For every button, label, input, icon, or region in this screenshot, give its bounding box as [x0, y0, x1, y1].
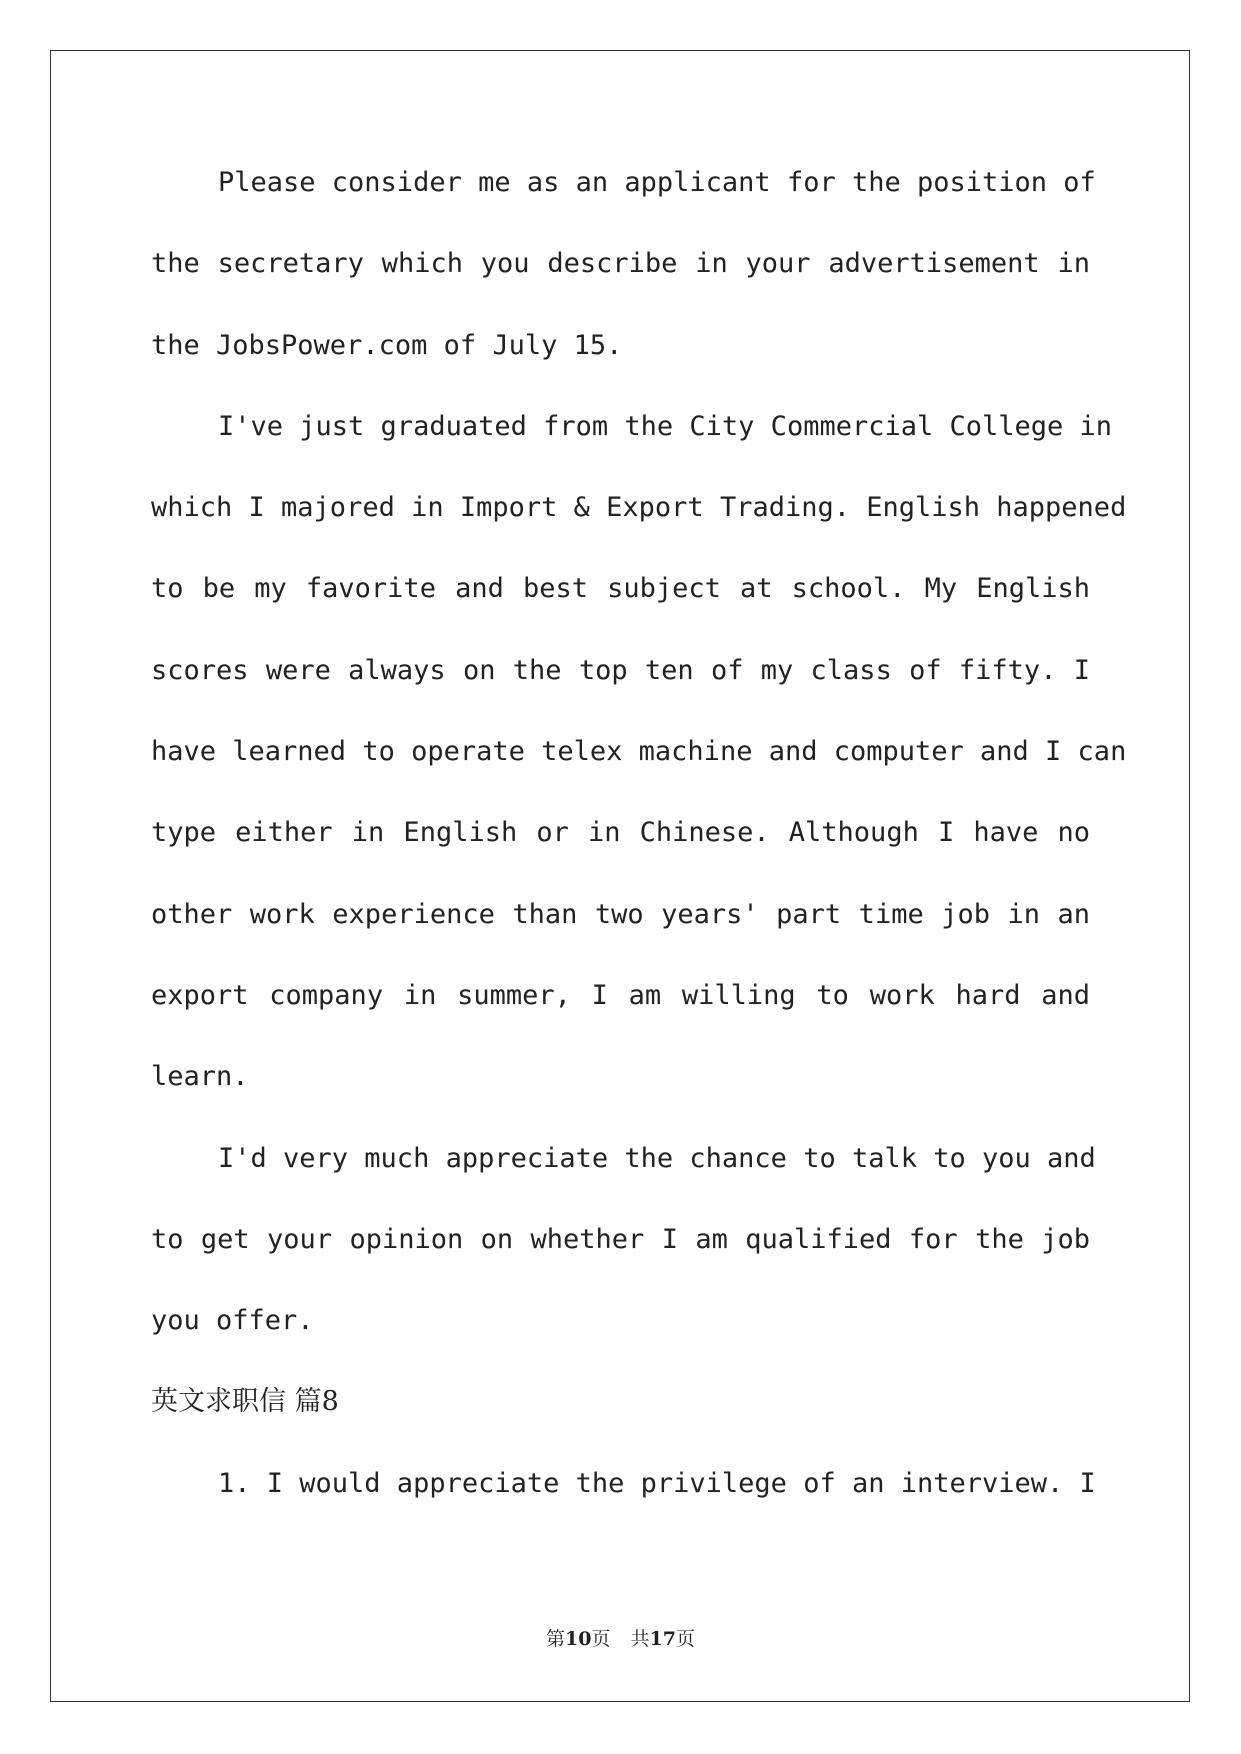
text-line: I've just graduated from the City Commercial College in [218, 410, 1113, 442]
text-line: I'd very much appreciate the chance to talk to you and [218, 1142, 1096, 1174]
text-line: other work experience than two years' part time job in an [151, 898, 1090, 930]
text-line: the secretary which you describe in your advertisement in [151, 248, 1090, 280]
text-line: which I majored in Import & Export Trading. English happened [151, 492, 1127, 524]
page-footer [0, 1624, 1241, 1651]
text-line: Please consider me as an applicant for the position of [218, 167, 1096, 198]
footer-page-suffix: 页 [591, 1628, 611, 1650]
text-line: to get your opinion on whether I am qualified for the job [151, 1223, 1090, 1255]
text-line: export company in summer, I am willing to work hard and [151, 979, 1090, 1011]
text-line: you offer. [151, 1305, 314, 1337]
document-body [151, 160, 1127, 1542]
footer-total-prefix: 共 [630, 1628, 650, 1650]
total-pages: 17 [649, 1628, 676, 1650]
page-number: 10 [565, 1628, 592, 1650]
section-heading: 英文求职信 篇8 [151, 1386, 339, 1418]
footer-prefix: 第 [546, 1628, 566, 1650]
text-line: have learned to operate telex machine and computer and I can [151, 736, 1127, 768]
text-line: 1. I would appreciate the privilege of an interview. I [218, 1467, 1096, 1499]
text-line: to be my favorite and best subject at school. My English [151, 573, 1090, 605]
text-line: the JobsPower.com of July 15. [151, 329, 623, 361]
text-line: learn. [151, 1061, 249, 1093]
text-line: type either in English or in Chinese. Although I have no [151, 817, 1090, 849]
text-line: scores were always on the top ten of my class of fifty. I [151, 654, 1090, 686]
footer-total-suffix: 页 [675, 1628, 695, 1650]
